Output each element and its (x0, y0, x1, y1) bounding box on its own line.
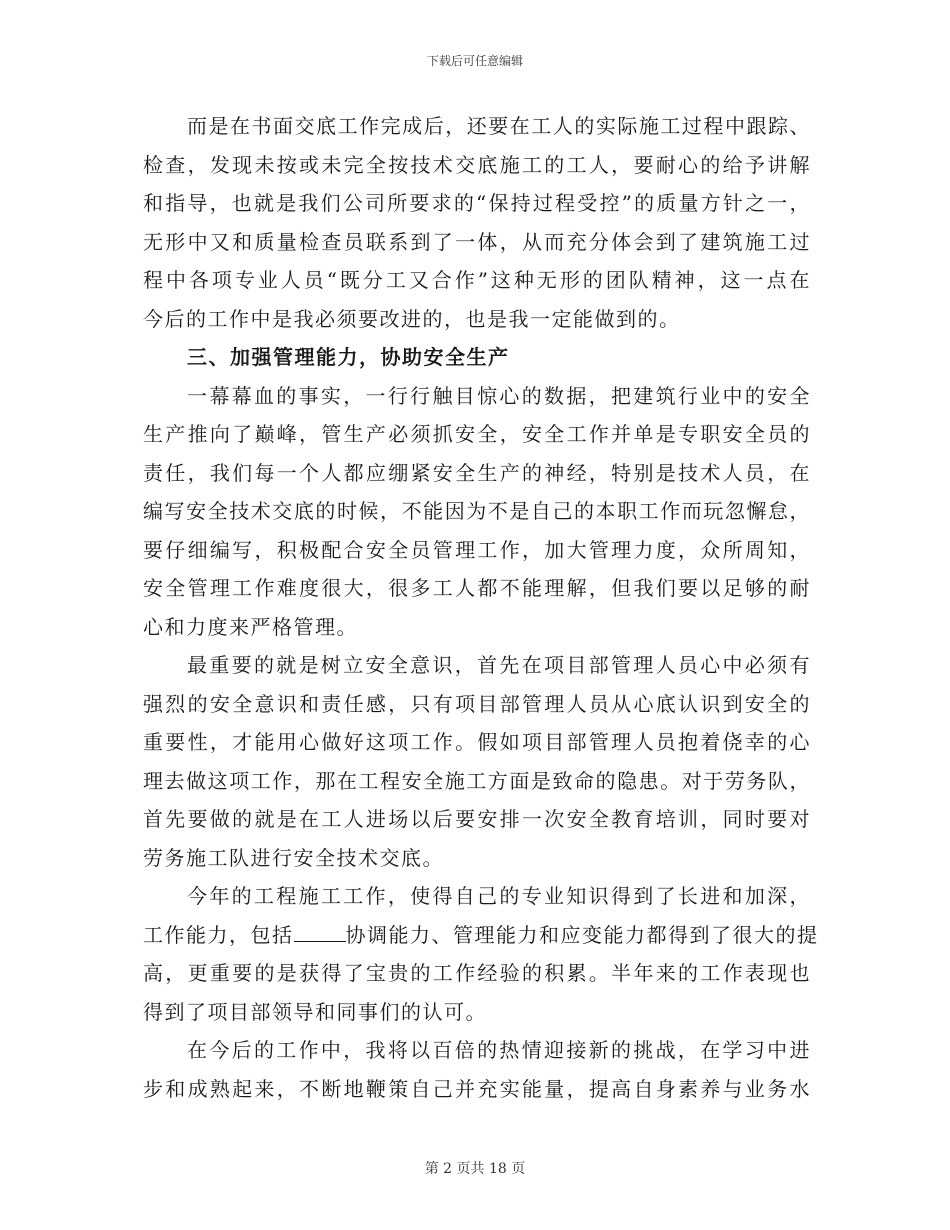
text-line: 重要性，才能用心做好这项工作。假如项目部管理人员抱着侥幸的心 (143, 730, 811, 754)
text-line: 步和成熟起来，不断地鞭策自己并充实能量，提高自身素养与业务水 (143, 1076, 811, 1101)
text-line: 首先要做的就是在工人进场以后要安排一次安全教育培训，同时要对 (143, 807, 811, 831)
text-line: 编写安全技术交底的时候，不能因为不是自己的本职工作而玩忽懈怠， (143, 499, 811, 523)
text-line: 生产推向了巅峰，管生产必须抓安全，安全工作并单是专职安全员的 (143, 422, 811, 446)
text-line: 理去做这项工作，那在工程安全施工方面是致命的隐患。对于劳务队， (143, 768, 811, 793)
text-line: 心和力度来严格管理。 (143, 614, 358, 639)
text-line: 今后的工作中是我必须要改进的，也是我一定能做到的。 (143, 306, 681, 331)
text-line-segment: 协调能力、管理能力和应变能力都得到了很大的提 (345, 922, 819, 947)
text-line: 而是在书面交底工作完成后，还要在工人的实际施工过程中跟踪、 (187, 114, 811, 138)
text-line: 劳务施工队进行安全技术交底。 (143, 845, 444, 870)
text-line: 今年的工程施工工作，使得自己的专业知识得到了长进和加深， (187, 884, 811, 908)
text-line: 检查，发现未按或未完全按技术交底施工的工人，要耐心的给予讲解 (143, 152, 811, 177)
document-body (143, 107, 819, 1108)
text-line: 安全管理工作难度很大，很多工人都不能理解，但我们要以足够的耐 (143, 576, 811, 600)
text-line-segment: 工作能力，包括 (143, 922, 294, 947)
text-line: 和指导，也就是我们公司所要求的“保持过程受控”的质量方针之一， (143, 191, 811, 215)
text-line: 要仔细编写，积极配合安全员管理工作，加大管理力度，众所周知， (143, 537, 811, 562)
text-line: 在今后的工作中，我将以百倍的热情迎接新的挑战，在学习中进 (187, 1038, 811, 1062)
section-heading: 三、加强管理能力，协助安全生产 (187, 345, 510, 369)
text-line: 高，更重要的是获得了宝贵的工作经验的积累。半年来的工作表现也 (143, 961, 811, 985)
text-line: 得到了项目部领导和同事们的认可。 (143, 999, 487, 1024)
text-line: 最重要的就是树立安全意识，首先在项目部管理人员心中必须有 (187, 653, 811, 677)
text-line: 程中各项专业人员“既分工又合作”这种无形的团队精神，这一点在 (143, 268, 811, 292)
text-line: 强烈的安全意识和责任感，只有项目部管理人员从心底认识到安全的 (143, 691, 811, 716)
page-header-note: 下载后可任意编辑 (426, 54, 523, 68)
text-line: 一幕幕血的事实，一行行触目惊心的数据，把建筑行业中的安全 (187, 383, 811, 408)
fill-in-blank (294, 917, 346, 942)
text-line: 责任，我们每一个人都应绷紧安全生产的神经，特别是技术人员，在 (143, 460, 811, 485)
text-line (143, 916, 819, 955)
text-line: 无形中又和质量检查员联系到了一体，从而充分体会到了建筑施工过 (143, 229, 811, 254)
page-footer-number: 第 2 页共 18 页 (424, 1161, 526, 1177)
